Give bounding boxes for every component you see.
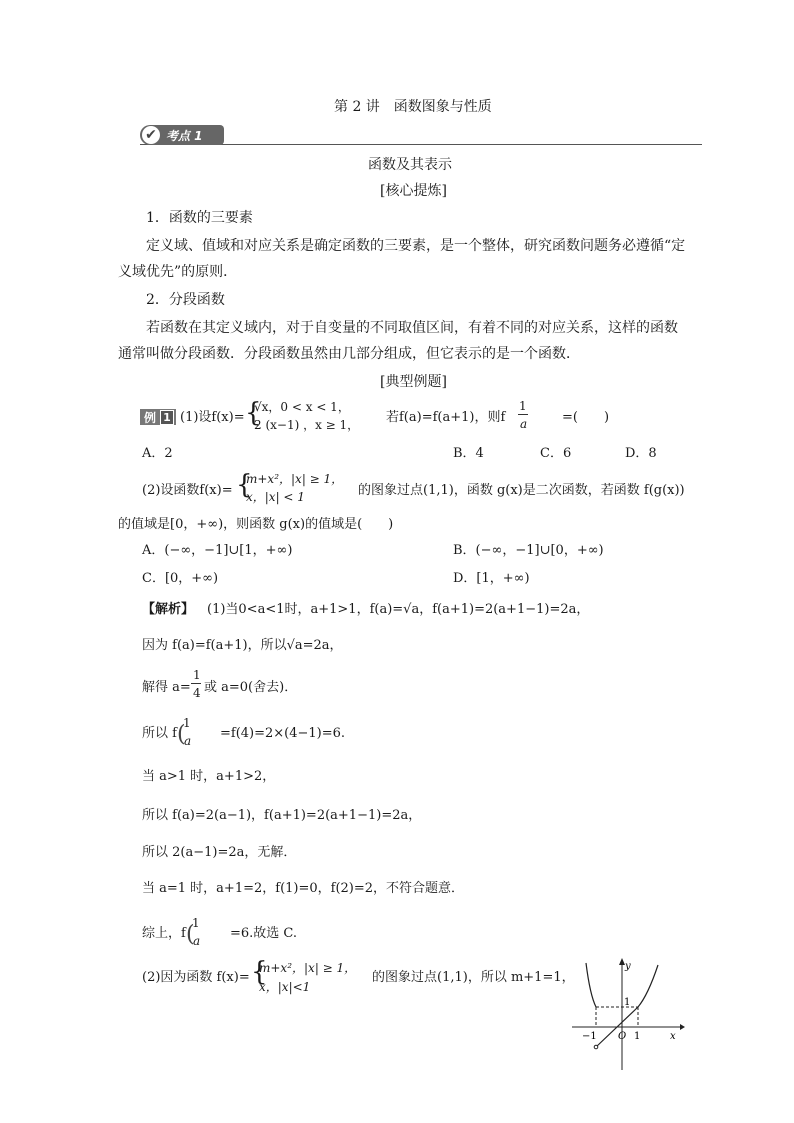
solution-line10-case2: x，|x|<1: [259, 980, 311, 994]
solution-line6: 所以 f(a)=2(a−1)，f(a+1)=2(a+1−1)=2a，: [142, 808, 422, 823]
examples-heading: [典型例题]: [380, 374, 447, 390]
solution-line3-numerator: 1: [193, 668, 201, 682]
q1-option-c: C．6: [540, 446, 572, 461]
solution-line9-denominator: a: [193, 934, 201, 948]
page-title: 第 2 讲 函数图象与性质: [334, 99, 492, 115]
solution-line3-start: 解得 a=: [142, 680, 191, 695]
solution-line10-brace: {: [251, 957, 268, 987]
example-badge-number: 1: [160, 410, 174, 425]
function-graph: [566, 955, 686, 1073]
q1-case1: √x，0 < x < 1，: [254, 400, 350, 414]
section-title: 函数及其表示: [368, 157, 452, 173]
q2-case1: m+x²，|x| ≥ 1，: [246, 472, 344, 486]
curve-right: [638, 965, 658, 1007]
solution-line3-bar: [191, 683, 201, 684]
solution-label: 【解析】: [142, 602, 195, 617]
solution-line1: (1)当0<a<1时，a+1>1，f(a)=√a，f(a+1)=2(a+1−1)=2a，: [207, 602, 590, 617]
solution-line9-paren: (: [186, 922, 195, 947]
q2-option-a: A．(−∞，−1]∪[1，+∞): [142, 543, 293, 558]
example-badge-label: 例: [144, 411, 157, 425]
section-divider: [140, 144, 702, 145]
q2-line2: 的值域是[0，+∞)，则函数 g(x)的值域是( ): [118, 517, 394, 532]
q1-brace: {: [245, 398, 262, 428]
solution-line9-end: =6.故选 C.: [230, 926, 298, 941]
point1-heading: 1．函数的三要素: [146, 210, 253, 226]
topic-badge: [140, 125, 224, 145]
solution-line9-start: 综上，f: [142, 926, 186, 941]
q1-frac-numerator: 1: [519, 399, 527, 413]
topic-badge-label: 考点 1: [166, 129, 203, 143]
q1-end: =( ): [562, 410, 610, 425]
point1-text-line1: 定义域、值域和对应关系是确定函数的三要素，是一个整体，研究函数问题务必遵循“定: [146, 238, 686, 254]
solution-line3-denominator: 4: [193, 686, 201, 700]
open-point: [594, 1045, 598, 1049]
solution-line10-end: 的图象过点(1,1)，所以 m+1=1，: [372, 970, 575, 985]
q2-option-b: B．(−∞，−1]∪[0，+∞): [453, 543, 604, 558]
q1-middle: 若f(a)=f(a+1)，则f: [386, 410, 506, 425]
solution-line3-end: 或 a=0(舍去)．: [204, 680, 298, 695]
solution-line2: 因为 f(a)=f(a+1)，所以√a=2a，: [142, 638, 343, 653]
example-badge: [140, 409, 176, 425]
point1-text-line2: 义域优先”的原则．: [118, 264, 238, 280]
q2-option-c: C．[0，+∞): [142, 571, 219, 586]
q2-middle: 的图象过点(1,1)，函数 g(x)是二次函数，若函数 f(g(x)): [358, 483, 685, 498]
q1-option-d: D．8: [625, 446, 657, 461]
section-subtitle: [核心提炼]: [380, 183, 447, 199]
solution-line4-end: =f(4)=2×(4−1)=6.: [220, 726, 346, 741]
point2-text-line1: 若函数在其定义域内，对于自变量的不同取值区间，有着不同的对应关系，这样的函数: [146, 320, 678, 336]
x-axis-label: x: [670, 1031, 676, 1042]
y-axis-label: y: [625, 961, 631, 972]
q2-case2: x，|x| < 1: [246, 490, 305, 504]
solution-line8: 当 a=1 时，a+1=2，f(1)=0，f(2)=2，不符合题意．: [142, 881, 465, 896]
tick-y1: 1: [624, 997, 631, 1008]
solution-line10-case1: m+x²，|x| ≥ 1，: [259, 961, 357, 975]
x-axis-arrow: [680, 1024, 685, 1030]
solution-line9-numerator: 1: [192, 916, 200, 930]
q1-frac-bar: [518, 414, 528, 415]
point2-heading: 2．分段函数: [146, 292, 225, 308]
solution-line4-denominator: a: [184, 734, 192, 748]
curve-left: [586, 963, 596, 1007]
q1-option-b: B．4: [453, 446, 484, 461]
q1-case2: 2 (x−1) ，x ≥ 1，: [254, 418, 360, 432]
solution-line5: 当 a>1 时，a+1>2，: [142, 769, 276, 784]
origin-label: O: [618, 1031, 627, 1042]
q2-prefix: (2)设函数f(x)=: [142, 483, 233, 498]
solution-line7: 所以 2(a−1)=2a，无解．: [142, 845, 297, 860]
solution-line10-start: (2)因为函数 f(x)=: [142, 970, 250, 985]
q2-option-d: D．[1，+∞): [453, 571, 530, 586]
tick-x1: 1: [634, 1031, 641, 1042]
q1-option-a: A．2: [142, 446, 173, 461]
tick-neg1: −1: [582, 1031, 597, 1042]
q1-prefix: (1)设f(x)=: [180, 410, 245, 425]
q2-brace: {: [236, 470, 253, 500]
solution-line4-paren: (: [177, 722, 186, 747]
check-icon: ✔: [142, 126, 160, 144]
q1-frac-denominator: a: [520, 417, 528, 431]
point2-text-line2: 通常叫做分段函数．分段函数虽然由几部分组成，但它表示的是一个函数．: [118, 346, 580, 362]
solution-line4-numerator: 1: [183, 716, 191, 730]
solution-line4-start: 所以 f: [142, 726, 177, 741]
